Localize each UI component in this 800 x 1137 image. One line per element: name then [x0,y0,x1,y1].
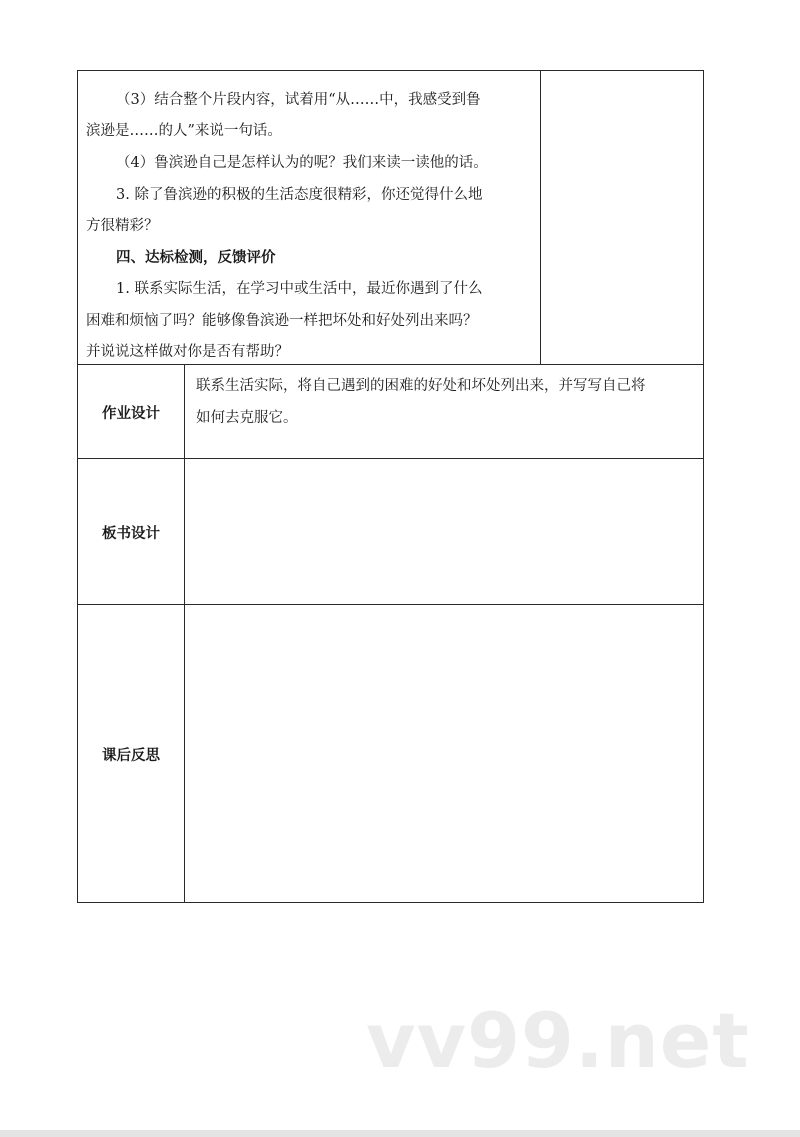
reflection-label: 课后反思 [102,747,160,764]
content-line-p1-1: （3）结合整个片段内容，试着用“从……中，我感受到鲁 [116,92,481,108]
content-line-p4-3: 并说说这样做对你是否有帮助？ [86,344,289,360]
content-line-p3-2: 方很精彩？ [86,218,159,234]
blackboard-label: 板书设计 [102,525,160,542]
homework-text-line-2: 如何去克服它。 [196,410,298,426]
content-line-p4-2: 困难和烦恼了吗？能够像鲁滨逊一样把坏处和好处列出来吗？ [86,313,478,329]
page-bottom-edge [0,1130,800,1137]
label-column-divider [184,364,185,903]
section-heading: 四、达标检测，反馈评价 [116,249,276,266]
content-line-p1-2: 滨逊是……的人”来说一句话。 [86,123,282,139]
watermark: vv99.net [366,996,750,1085]
table-right-border [703,70,704,903]
table-top-border [77,70,704,71]
row-divider-blackboard-reflection [77,604,704,605]
content-side-column-divider [540,70,541,365]
table-left-border [77,70,78,903]
content-line-p3-1: 3. 除了鲁滨逊的积极的生活态度很精彩，你还觉得什么地 [116,187,483,203]
content-line-p4-1: 1. 联系实际生活，在学习中或生活中，最近你遇到了什么 [116,281,483,297]
content-line-p2-1: （4）鲁滨逊自己是怎样认为的呢？我们来读一读他的话。 [116,155,488,171]
row-divider-homework-blackboard [77,458,704,459]
table-bottom-border [77,902,704,903]
homework-label: 作业设计 [102,405,160,422]
homework-text-line-1: 联系生活实际，将自己遇到的困难的好处和坏处列出来，并写写自己将 [196,378,646,394]
